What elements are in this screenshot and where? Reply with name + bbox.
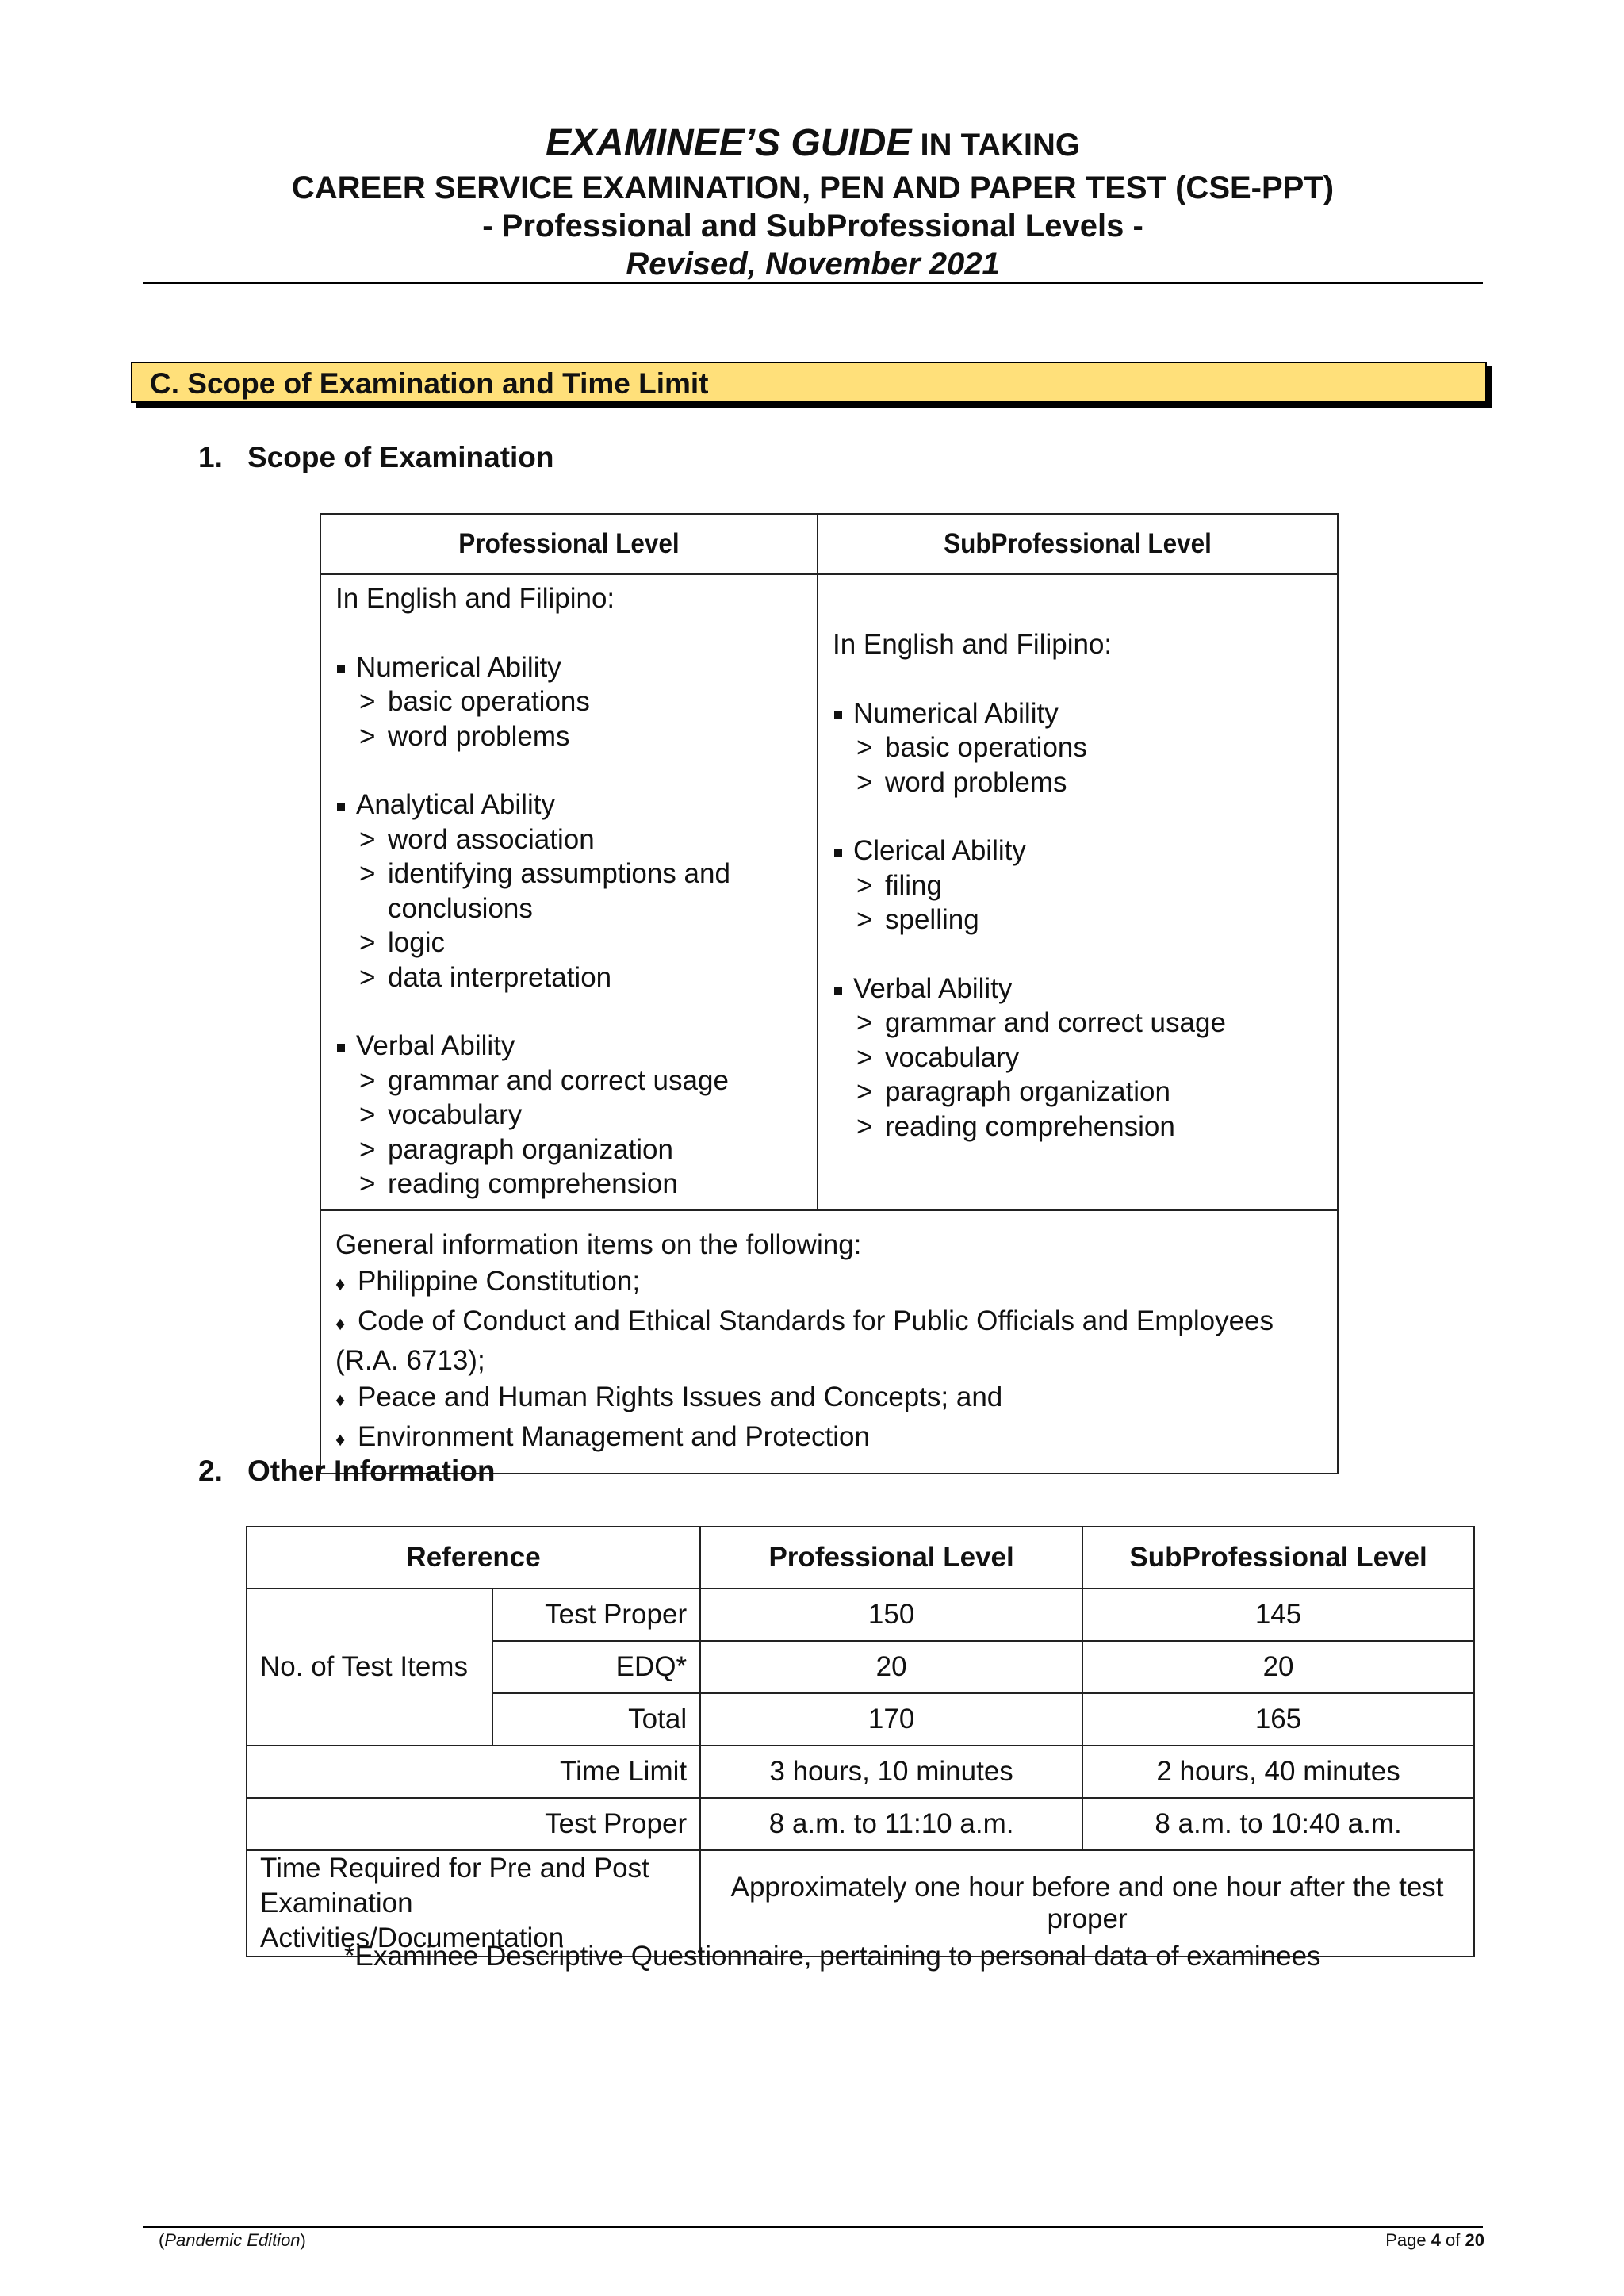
professional-content xyxy=(321,575,817,1209)
square-bullet-icon xyxy=(337,665,345,673)
ability-group xyxy=(833,696,1323,800)
header-subprofessional: SubProfessional Level xyxy=(1082,1527,1474,1589)
list-item xyxy=(833,730,1323,765)
list-item-text: filing xyxy=(885,869,942,901)
subprofessional-value: 165 xyxy=(1082,1693,1474,1746)
time-limit-row xyxy=(247,1746,1474,1798)
professional-value: 170 xyxy=(700,1693,1082,1746)
header-rule xyxy=(143,282,1483,284)
list-item xyxy=(833,903,1323,937)
square-bullet-icon xyxy=(834,987,842,995)
header-subprofessional: SubProfessional Level xyxy=(844,514,1312,574)
general-info-text: Code of Conduct and Ethical Standards for Public Officials and Employees (R.A. 6713); xyxy=(335,1305,1274,1376)
subprofessional-intro: In English and Filipino: xyxy=(833,629,1113,660)
general-info-item xyxy=(335,1303,1323,1379)
list-item-text: basic operations xyxy=(388,686,590,717)
list-item xyxy=(833,765,1323,800)
ability-group xyxy=(335,788,802,995)
ability-name: Verbal Ability xyxy=(356,1030,515,1061)
pre-post-value: Approximately one hour before and one hour after the test proper xyxy=(700,1850,1474,1957)
general-info-content xyxy=(321,1211,1337,1473)
list-item xyxy=(335,1167,802,1202)
edition-open-paren: ( xyxy=(159,2230,165,2250)
chevron-right-icon: > xyxy=(359,686,376,717)
list-item-text: basic operations xyxy=(885,732,1087,763)
title-line-4: Revised, November 2021 xyxy=(626,247,1000,282)
chevron-right-icon: > xyxy=(856,869,873,901)
subprofessional-content xyxy=(818,575,1337,1152)
list-item xyxy=(335,960,802,995)
chevron-right-icon: > xyxy=(856,1007,873,1038)
edition-text: Pandemic Edition xyxy=(164,2230,301,2250)
row-label: Time Limit xyxy=(247,1746,700,1798)
ability-heading xyxy=(833,972,1323,1006)
square-bullet-icon xyxy=(337,1044,345,1052)
list-item-text: spelling xyxy=(885,904,979,935)
ability-heading xyxy=(833,834,1323,868)
general-info-text: Environment Management and Protection xyxy=(358,1420,870,1452)
list-item xyxy=(335,1133,802,1167)
subprofessional-value: 145 xyxy=(1082,1589,1474,1641)
list-item xyxy=(833,1110,1323,1144)
chevron-right-icon: > xyxy=(359,858,376,889)
title-line-2: CAREER SERVICE EXAMINATION, PEN AND PAPER TEST (CSE-PPT) xyxy=(291,171,1335,205)
general-info-text: Philippine Constitution; xyxy=(358,1265,641,1297)
section-heading: C. Scope of Examination and Time Limit xyxy=(131,362,1487,403)
row-label: Test Proper xyxy=(492,1589,700,1641)
list-item xyxy=(335,719,802,754)
pre-post-label-line-2: Examination Activities/Documentation xyxy=(260,1888,565,1953)
professional-intro: In English and Filipino: xyxy=(335,583,615,614)
list-item-text: data interpretation xyxy=(388,961,612,993)
ability-heading xyxy=(335,788,802,822)
list-item xyxy=(335,857,802,891)
ability-group xyxy=(833,972,1323,1144)
list-item xyxy=(833,1075,1323,1110)
row-label: EDQ* xyxy=(492,1641,700,1693)
diamond-bullet-icon: ♦ xyxy=(335,1389,346,1411)
professional-value: 150 xyxy=(700,1589,1082,1641)
chevron-right-icon: > xyxy=(856,766,873,798)
list-item-text: paragraph organization xyxy=(388,1133,673,1165)
title-line-3: - Professional and SubProfessional Levels - xyxy=(482,209,1143,243)
of-word: of xyxy=(1440,2230,1465,2250)
scope-table xyxy=(320,513,1339,1474)
subprofessional-value: 20 xyxy=(1082,1641,1474,1693)
list-item-text: grammar and correct usage xyxy=(885,1007,1226,1038)
title-main: EXAMINEE’S GUIDE xyxy=(546,122,912,164)
no-test-items-label: No. of Test Items xyxy=(247,1589,492,1746)
ability-group xyxy=(335,1029,802,1202)
ability-group xyxy=(833,834,1323,937)
list-item-text: word association xyxy=(388,823,595,855)
list-item-text: identifying assumptions and xyxy=(388,858,730,889)
list-item xyxy=(335,1064,802,1098)
list-item xyxy=(335,926,802,960)
title-line-1 xyxy=(143,119,1483,169)
subprofessional-value: 2 hours, 40 minutes xyxy=(1082,1746,1474,1798)
pre-post-label-line-1: Time Required for Pre and Post xyxy=(260,1853,649,1884)
list-item-text: word problems xyxy=(388,720,570,752)
footnote: *Examinee Descriptive Questionnaire, pertaining to personal data of examinees xyxy=(344,1941,1321,1972)
page-total: 20 xyxy=(1465,2230,1484,2250)
subheading-other-info xyxy=(198,1455,495,1488)
scope-header-row xyxy=(320,514,1338,574)
professional-value: 20 xyxy=(700,1641,1082,1693)
chevron-right-icon: > xyxy=(856,732,873,763)
chevron-right-icon: > xyxy=(359,927,376,958)
subheading-title: Scope of Examination xyxy=(247,441,554,473)
square-bullet-icon xyxy=(834,849,842,857)
test-proper-time-row xyxy=(247,1798,1474,1850)
header-professional: Professional Level xyxy=(345,514,792,574)
chevron-right-icon: > xyxy=(856,1041,873,1073)
chevron-right-icon: > xyxy=(359,823,376,855)
scope-content-row xyxy=(320,574,1338,1210)
professional-value: 8 a.m. to 11:10 a.m. xyxy=(700,1798,1082,1850)
ability-name: Analytical Ability xyxy=(356,789,555,820)
general-info-intro: General information items on the following: xyxy=(335,1228,862,1260)
ability-heading xyxy=(833,696,1323,731)
general-info-text: Peace and Human Rights Issues and Concepts; and xyxy=(358,1381,1003,1412)
list-item-text: paragraph organization xyxy=(885,1076,1170,1107)
ability-group xyxy=(335,650,802,754)
ability-heading xyxy=(335,1029,802,1064)
list-item-text: logic xyxy=(388,927,445,958)
info-header-row xyxy=(247,1527,1474,1589)
chevron-right-icon: > xyxy=(359,1064,376,1096)
ability-name: Clerical Ability xyxy=(853,835,1026,866)
ability-name: Numerical Ability xyxy=(853,697,1059,729)
list-item xyxy=(335,1098,802,1133)
chevron-right-icon: > xyxy=(359,961,376,993)
general-info-item xyxy=(335,1419,1323,1458)
list-item-text: grammar and correct usage xyxy=(388,1064,729,1096)
professional-value: 3 hours, 10 minutes xyxy=(700,1746,1082,1798)
chevron-right-icon: > xyxy=(856,904,873,935)
header-reference: Reference xyxy=(247,1527,700,1589)
info-table xyxy=(246,1526,1475,1957)
list-item xyxy=(335,684,802,719)
general-info-row xyxy=(320,1210,1338,1474)
chevron-right-icon: > xyxy=(359,1133,376,1165)
list-item-continuation: conclusions xyxy=(388,892,533,924)
ability-heading xyxy=(335,650,802,685)
diamond-bullet-icon: ♦ xyxy=(335,1428,346,1451)
list-item xyxy=(833,1041,1323,1075)
page-word: Page xyxy=(1385,2230,1431,2250)
edition-close-paren: ) xyxy=(300,2230,306,2250)
list-item-text: vocabulary xyxy=(885,1041,1020,1073)
square-bullet-icon xyxy=(834,711,842,719)
chevron-right-icon: > xyxy=(359,720,376,752)
diamond-bullet-icon: ♦ xyxy=(335,1273,346,1295)
ability-name: Numerical Ability xyxy=(356,651,561,683)
subheading-title: Other Information xyxy=(247,1455,496,1487)
subheading-number: 2. xyxy=(198,1455,223,1487)
list-item xyxy=(833,868,1323,903)
chevron-right-icon: > xyxy=(856,1076,873,1107)
footer-edition xyxy=(159,2230,306,2251)
header-professional: Professional Level xyxy=(700,1527,1082,1589)
row-label: Test Proper xyxy=(247,1798,700,1850)
subheading-number: 1. xyxy=(198,441,223,473)
subheading-scope xyxy=(198,441,554,474)
footer-rule xyxy=(143,2226,1483,2228)
title-tail: IN TAKING xyxy=(911,128,1080,163)
chevron-right-icon: > xyxy=(359,1099,376,1130)
general-info-item xyxy=(335,1263,1323,1303)
footer-page-number xyxy=(1385,2230,1484,2251)
diamond-bullet-icon: ♦ xyxy=(335,1313,346,1335)
list-item-text: vocabulary xyxy=(388,1099,523,1130)
subprofessional-cell xyxy=(818,574,1338,1210)
general-info-item xyxy=(335,1379,1323,1419)
row-label: Total xyxy=(492,1693,700,1746)
ability-name: Verbal Ability xyxy=(853,972,1013,1004)
square-bullet-icon xyxy=(337,803,345,811)
table-row xyxy=(247,1589,1474,1641)
professional-cell xyxy=(320,574,818,1210)
list-item xyxy=(335,822,802,857)
general-info-cell xyxy=(320,1210,1338,1474)
list-item xyxy=(833,1006,1323,1041)
list-item-text: word problems xyxy=(885,766,1067,798)
chevron-right-icon: > xyxy=(856,1110,873,1142)
subprofessional-value: 8 a.m. to 10:40 a.m. xyxy=(1082,1798,1474,1850)
document-header xyxy=(143,119,1483,283)
list-item-text: reading comprehension xyxy=(388,1168,678,1199)
page-current: 4 xyxy=(1431,2230,1441,2250)
chevron-right-icon: > xyxy=(359,1168,376,1199)
list-item-text: reading comprehension xyxy=(885,1110,1175,1142)
